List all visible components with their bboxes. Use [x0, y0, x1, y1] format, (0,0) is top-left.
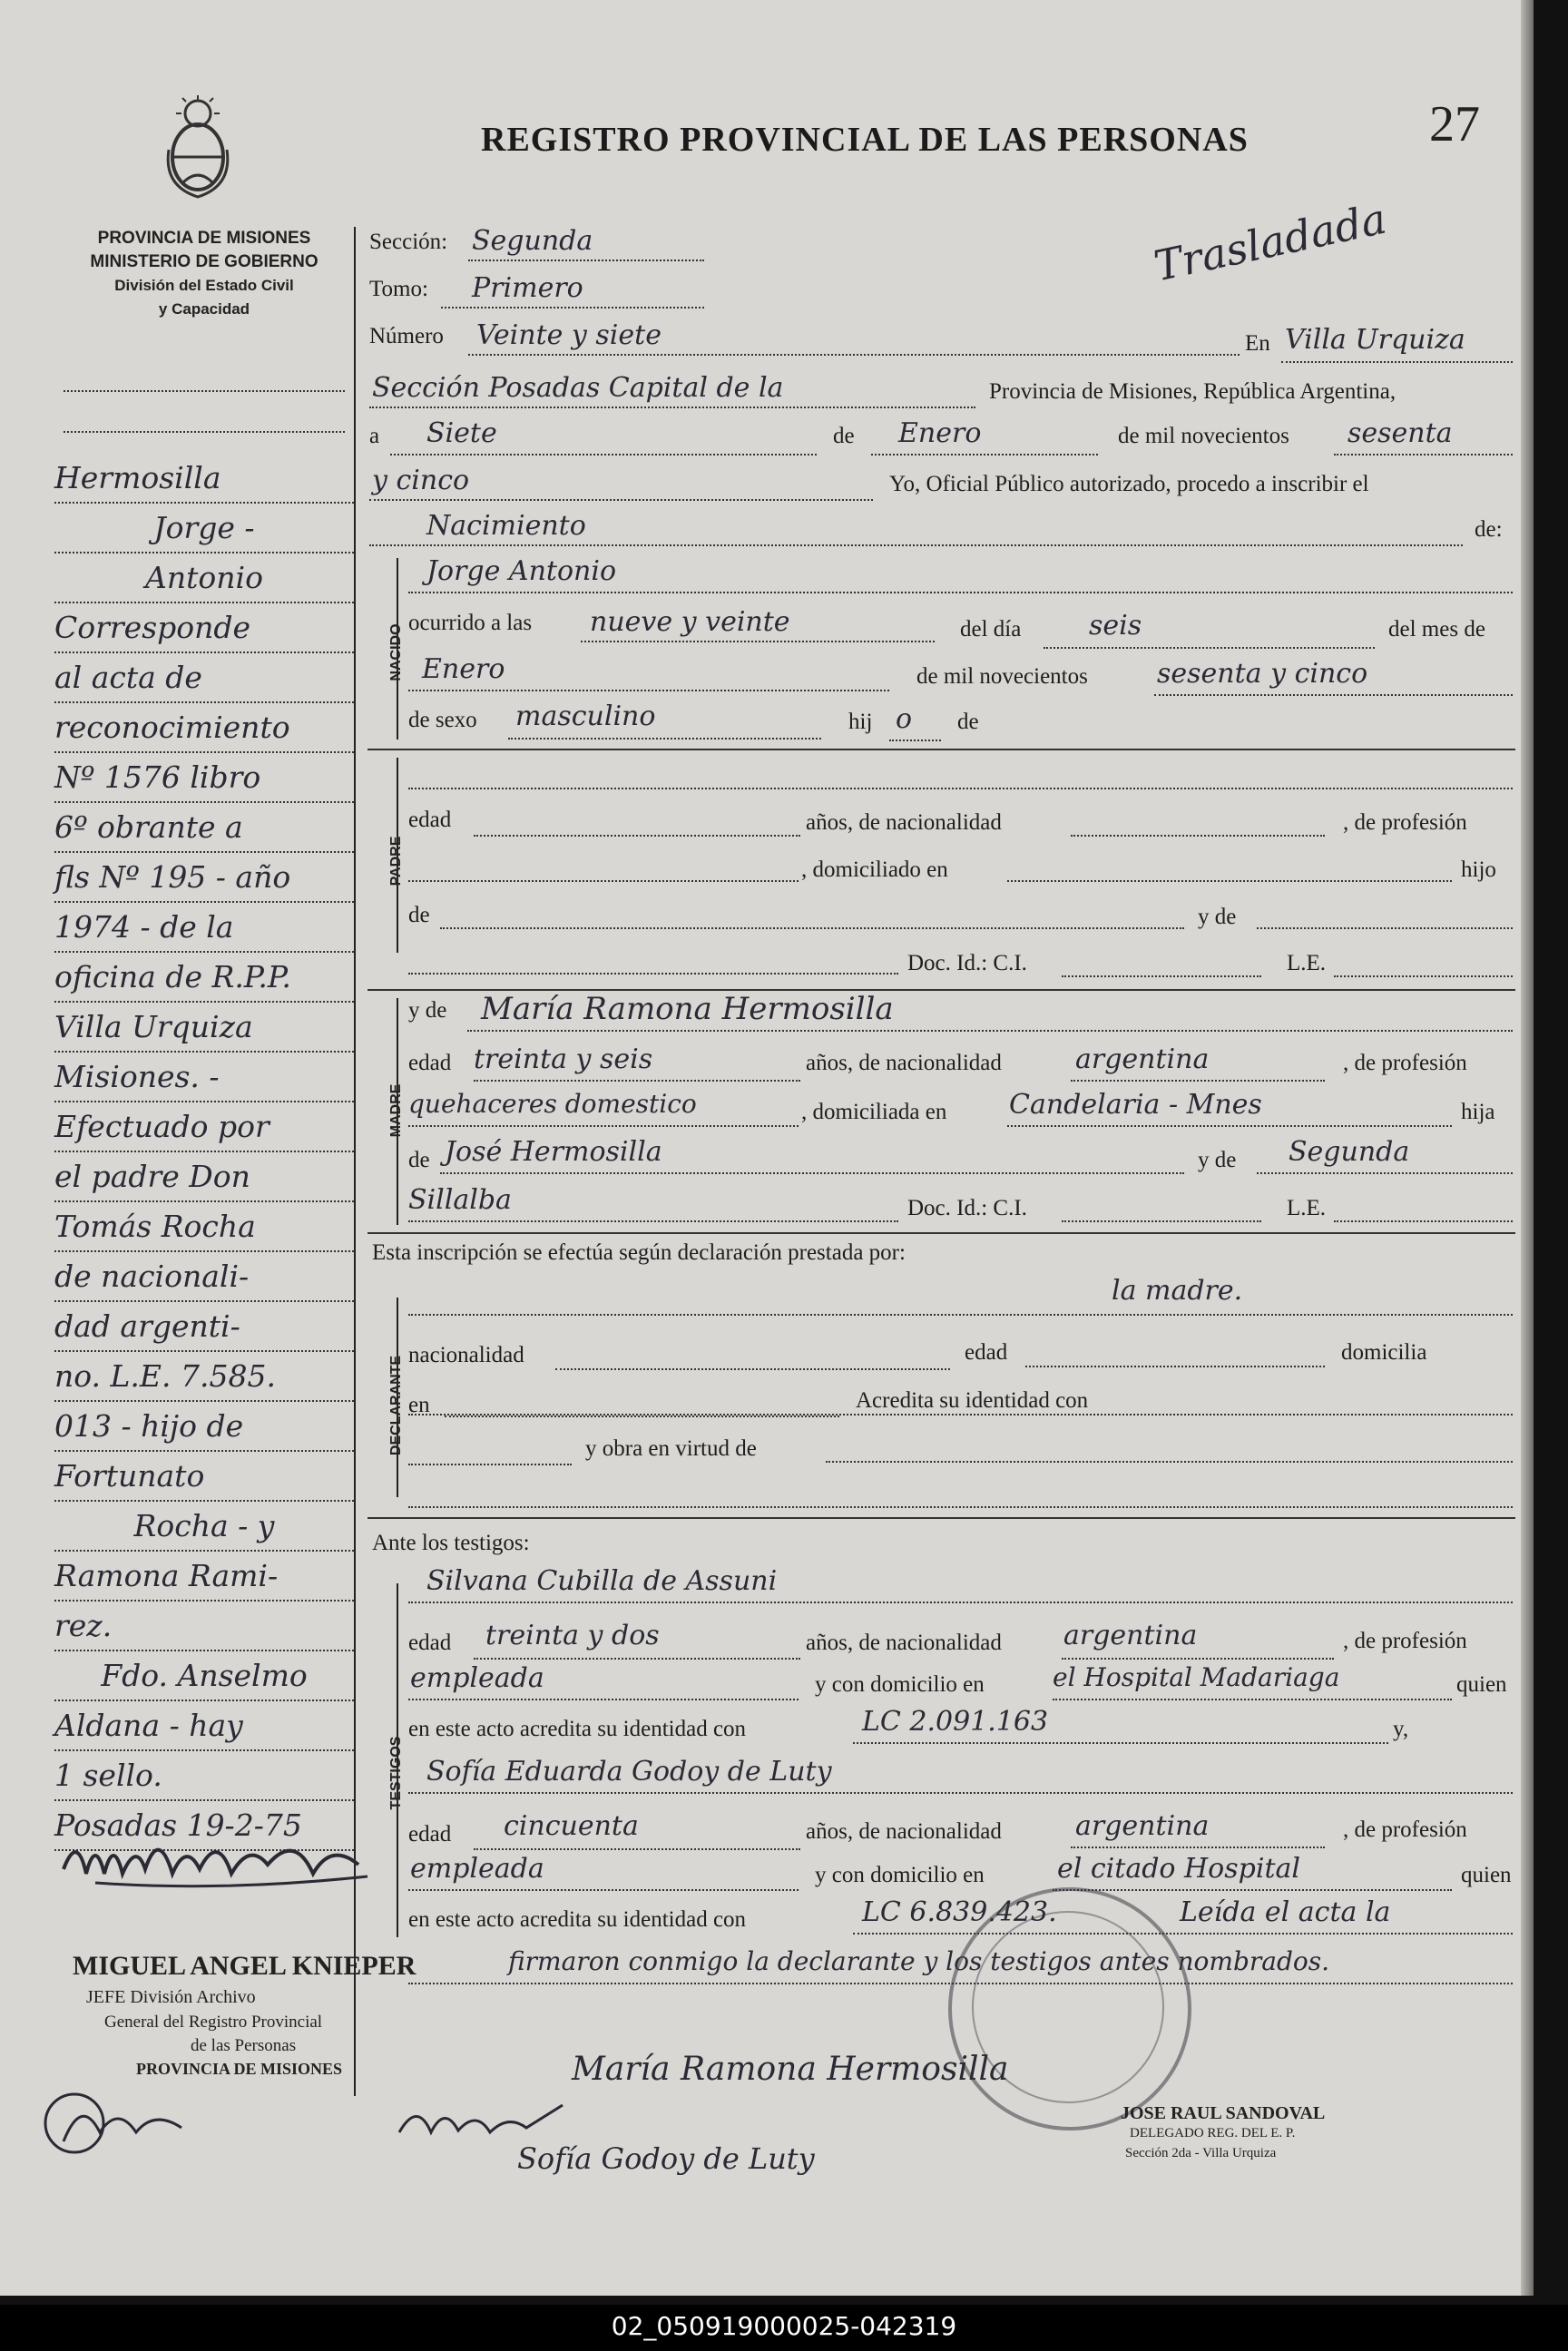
testigos-ante-label: Ante los testigos:: [372, 1531, 530, 1555]
margin-line: el padre Don: [54, 1152, 354, 1202]
t2-acredita-label: en este acto acredita su identidad con: [408, 1907, 747, 1932]
t1-dom-line: [1053, 1699, 1452, 1700]
numero-label: Número: [369, 324, 444, 348]
t1-acredita-label: en este acto acredita su identidad con: [408, 1717, 747, 1741]
madre-nac-line: [1071, 1080, 1325, 1082]
margin-line: 6º obrante a: [54, 803, 354, 853]
margin-line: Nº 1576 libro: [54, 753, 354, 803]
t2-prof-value: empleada: [410, 1853, 544, 1885]
t2-prof-line: [408, 1889, 799, 1891]
declarante-en-line: [445, 1415, 839, 1417]
sexo-label: de sexo: [408, 708, 477, 732]
mes-line: [408, 690, 889, 691]
page-number: 27: [1429, 96, 1480, 152]
t1-edad-line: [474, 1658, 800, 1660]
seccion-value: Segunda: [472, 225, 593, 257]
madre-de-label: de: [408, 1148, 430, 1172]
column-divider: [354, 227, 356, 2096]
declarante-obra-line: [826, 1461, 1513, 1463]
line5-value: Nacimiento: [426, 510, 586, 542]
madre-edad-line: [474, 1080, 800, 1082]
margin-line: Ramona Rami-: [54, 1552, 354, 1602]
t2-quien-label: quien: [1461, 1863, 1512, 1887]
a-value: Siete: [426, 417, 497, 449]
del-dia-line: [1044, 647, 1375, 649]
hij-label: hij: [848, 710, 873, 734]
t2-name: Sofía Eduarda Godoy de Luty: [426, 1756, 832, 1788]
division-line-2: y Capacidad: [158, 300, 250, 318]
madre-le-line: [1334, 1220, 1513, 1222]
margin-line: 013 - hijo de: [54, 1402, 354, 1452]
declarante-section-label: DECLARANTE: [388, 1355, 404, 1456]
margin-line: Efectuado por: [54, 1102, 354, 1152]
madre-profesion-label: , de profesión: [1343, 1051, 1467, 1075]
declarante-edad-label: edad: [965, 1340, 1008, 1365]
issuer-block: [54, 227, 354, 321]
madre-domiciliada-label: , domiciliada en: [801, 1100, 947, 1124]
line4-label: Yo, Oficial Público autorizado, procedo a inscribir el: [889, 472, 1369, 496]
del-dia-value: seis: [1089, 610, 1142, 642]
madre-doc-line: [408, 1220, 898, 1222]
madre-le-label: L.E.: [1287, 1196, 1327, 1220]
closing-line-2: firmaron conmigo la declarante y los testigos antes nombrados.: [508, 1946, 1330, 1976]
section-rule: [368, 1232, 1515, 1234]
t1-prof-value: empleada: [410, 1662, 544, 1694]
nacido-mil-value: sesenta y cinco: [1157, 658, 1368, 690]
del-mes-label: del mes de: [1388, 617, 1485, 642]
declarante-obra-pre-line: [408, 1464, 572, 1465]
seccion-label: Sección:: [369, 230, 448, 254]
madre-ci-line: [1062, 1220, 1261, 1222]
section-rule: [368, 749, 1515, 750]
official-role: JEFE División Archivo: [86, 1987, 256, 2007]
numero-value: Veinte y siete: [476, 319, 662, 351]
declarante-nac-label: nacionalidad: [408, 1343, 524, 1367]
margin-line: Rocha - y: [54, 1502, 354, 1552]
t1-profesion-label: , de profesión: [1343, 1629, 1467, 1653]
official-office-1: General del Registro Provincial: [104, 2013, 323, 2032]
line5-label: de:: [1475, 517, 1503, 542]
padre-y-de-label: y de: [1198, 905, 1237, 929]
delegate-office: Sección 2da - Villa Urquiza: [1125, 2146, 1277, 2160]
t1-prof-line: [408, 1699, 799, 1700]
margin-line: rez.: [54, 1602, 354, 1651]
t1-quien-label: quien: [1456, 1672, 1507, 1697]
padre-section-label: PADRE: [388, 836, 404, 887]
madre-hija-label: hija: [1461, 1100, 1495, 1124]
section-rule: [368, 1517, 1515, 1519]
t2-doc-value: LC 6.839.423.: [862, 1896, 1057, 1928]
t1-edad-value: treinta y dos: [485, 1620, 660, 1651]
t1-doc-line: [853, 1742, 1388, 1744]
margin-line: Villa Urquiza: [54, 1003, 354, 1053]
margin-signature: [59, 1824, 386, 1896]
declarante-obra-label: y obra en virtud de: [585, 1436, 757, 1461]
t1-dom-value: el Hospital Madariaga: [1053, 1662, 1340, 1692]
numero-line: [468, 354, 1240, 356]
nacido-de-label: de: [957, 710, 979, 734]
mil-line: [1334, 454, 1513, 456]
line2-value: Sección Posadas Capital de la: [372, 372, 784, 404]
declarante-acredita-label: Acredita su identidad con: [856, 1388, 1089, 1413]
ocurrido-value: nueve y veinte: [590, 606, 790, 638]
t1-nac-value: argentina: [1063, 1620, 1198, 1651]
line2-label: Provincia de Misiones, República Argentina,: [989, 379, 1396, 404]
padre-le-line: [1334, 975, 1513, 977]
line2-line: [369, 407, 975, 408]
a-label: a: [369, 424, 380, 448]
line4-line: [369, 499, 873, 501]
madre-edad-label: edad: [408, 1051, 452, 1075]
margin-line: 1 sello.: [54, 1751, 354, 1801]
declaracion-value: la madre.: [1112, 1275, 1243, 1307]
tomo-line: [441, 307, 704, 309]
transferred-stamp: Trasladada: [1150, 193, 1391, 291]
tomo-value: Primero: [472, 272, 583, 304]
seccion-line: [468, 260, 704, 261]
en-line: [1281, 361, 1513, 363]
padre-name-line: [408, 788, 1513, 789]
padre-profesion-label: , de profesión: [1343, 810, 1467, 835]
declaracion-label: Esta inscripción se efectúa según declaración prestada por:: [372, 1240, 906, 1265]
page-title: REGISTRO PROVINCIAL DE LAS PERSONAS: [481, 121, 1249, 159]
madre-y-de-label: y de: [408, 998, 447, 1023]
t1-nac-line: [1062, 1658, 1334, 1660]
t2-nac-line: [1071, 1847, 1325, 1848]
madre-edad-value: treinta y seis: [474, 1043, 653, 1075]
t2-edad-label: edad: [408, 1822, 452, 1847]
madre-dom-line: [1007, 1125, 1452, 1127]
padre-anos-label: años, de nacionalidad: [806, 810, 1002, 835]
t2-edad-value: cincuenta: [504, 1810, 639, 1842]
t1-doc-value: LC 2.091.163: [862, 1706, 1049, 1738]
padre-de-line: [440, 927, 1184, 929]
delegate-role: DELEGADO REG. DEL E. P.: [1130, 2126, 1296, 2140]
padre-edad-label: edad: [408, 808, 452, 832]
madre-section-label: MADRE: [388, 1083, 404, 1138]
margin-line: de nacionali-: [54, 1252, 354, 1302]
testigos-section-label: TESTIGOS: [388, 1736, 404, 1810]
t1-anos-label: años, de nacionalidad: [806, 1631, 1002, 1655]
nacido-name-line: [408, 592, 1513, 593]
coat-of-arms-icon: [163, 95, 232, 202]
declarante-domicilia-label: domicilia: [1341, 1340, 1427, 1365]
margin-line: dad argenti-: [54, 1302, 354, 1352]
official-signature: [36, 2078, 200, 2169]
margin-line: Tomás Rocha: [54, 1202, 354, 1252]
margin-line: Jorge -: [54, 504, 354, 553]
sexo-value: masculino: [515, 700, 656, 732]
t1-domicilio-label: y con domicilio en: [815, 1672, 985, 1697]
ocurrido-label: ocurrido a las: [408, 611, 533, 635]
de-label: de: [833, 424, 855, 448]
margin-line: Aldana - hay: [54, 1701, 354, 1751]
margin-line: Hermosilla: [54, 454, 354, 504]
madre-nac-value: argentina: [1075, 1043, 1210, 1075]
madre-de-line: [440, 1172, 1184, 1174]
margin-line: 1974 - de la: [54, 903, 354, 953]
padre-doc-line: [408, 973, 898, 975]
margin-line: Fdo. Anselmo: [54, 1651, 354, 1701]
sexo-line: [508, 738, 821, 740]
hij-value: o: [896, 703, 913, 735]
margin-line: oficina de R.P.P.: [54, 953, 354, 1003]
en-value: Villa Urquiza: [1285, 324, 1465, 356]
nacido-mil-line: [1154, 694, 1513, 696]
padre-nac-line: [1071, 835, 1325, 837]
nacido-name: Jorge Antonio: [426, 555, 617, 587]
padre-prof-line: [408, 880, 799, 882]
madre-y-de2-line: [1257, 1172, 1513, 1174]
madre-name-line: [467, 1030, 1513, 1032]
padre-edad-line: [474, 835, 800, 837]
t2-anos-label: años, de nacionalidad: [806, 1819, 1002, 1844]
de-line: [871, 454, 1098, 456]
madre-name: María Ramona Hermosilla: [481, 991, 894, 1027]
document-id-footer: 02_050919000025-042319: [0, 2305, 1568, 2351]
padre-ci-line: [1062, 975, 1261, 977]
padre-y-de-line: [1257, 927, 1513, 929]
witness-signature-2: Sofía Godoy de Luty: [517, 2141, 815, 2176]
margin-line: Corresponde: [54, 603, 354, 653]
declaracion-line: [408, 1314, 1513, 1316]
mil-label: de mil novecientos: [1118, 424, 1289, 448]
padre-doc-label: Doc. Id.: C.I.: [907, 951, 1027, 975]
margin-line: no. L.E. 7.585.: [54, 1352, 354, 1402]
official-province: PROVINCIA DE MISIONES: [136, 2060, 343, 2078]
margin-line: Fortunato: [54, 1452, 354, 1502]
declarante-en-label: en: [408, 1393, 430, 1417]
madre-madre-value: Segunda: [1289, 1136, 1410, 1168]
en-label: En: [1245, 331, 1270, 356]
padre-domiciliado-label: , domiciliado en: [801, 857, 948, 882]
delegate-name: JOSE RAUL SANDOVAL: [1121, 2103, 1326, 2123]
t2-nac-value: argentina: [1075, 1810, 1210, 1842]
t2-name-line: [408, 1792, 1513, 1794]
blank-line: [64, 390, 345, 392]
line4-value: y cinco: [372, 465, 470, 496]
closing-line-1: Leída el acta la: [1180, 1896, 1391, 1928]
t1-name-line: [408, 1602, 1513, 1603]
del-dia-label: del día: [960, 617, 1022, 642]
nacido-section-label: NACIDO: [388, 623, 404, 681]
margin-line: Posadas 19-2-75: [54, 1801, 354, 1851]
line5-line: [369, 544, 1463, 546]
margin-line: Antonio: [54, 553, 354, 603]
padre-hijo-label: hijo: [1461, 857, 1496, 882]
a-line: [390, 454, 817, 456]
padre-le-label: L.E.: [1287, 951, 1327, 975]
padre-dom-line: [1007, 880, 1452, 882]
registry-seal-stamp: [948, 1887, 1191, 2131]
t2-dom-line: [1053, 1889, 1452, 1891]
ocurrido-line: [581, 641, 935, 642]
signature-declarante: María Ramona Hermosilla: [572, 2051, 1009, 2088]
t2-profesion-label: , de profesión: [1343, 1817, 1467, 1842]
t2-dom-value: el citado Hospital: [1057, 1853, 1300, 1885]
hij-line: [889, 740, 941, 741]
nacido-mil-label: de mil novecientos: [916, 664, 1088, 689]
madre-y-de2-label: y de: [1198, 1148, 1237, 1172]
declarante-edad-line: [1025, 1366, 1325, 1367]
t2-edad-line: [474, 1848, 800, 1850]
madre-anos-label: años, de nacionalidad: [806, 1051, 1002, 1075]
t1-y-label: y,: [1393, 1717, 1409, 1741]
madre-dom-value: Candelaria - Mnes: [1009, 1089, 1262, 1121]
division-line-1: División del Estado Civil: [114, 277, 294, 294]
t2-domicilio-label: y con domicilio en: [815, 1863, 985, 1887]
mil-value: sesenta: [1348, 417, 1453, 449]
t1-edad-label: edad: [408, 1631, 452, 1655]
t2-doc-line: [853, 1933, 1513, 1935]
madre-prof-line: [408, 1125, 799, 1127]
declarante-line4: [408, 1506, 1513, 1508]
official-name: MIGUEL ANGEL KNIEPER: [73, 1951, 416, 1981]
official-office-2: de las Personas: [191, 2036, 297, 2055]
padre-de-label: de: [408, 903, 430, 927]
madre-prof-value: quehaceres domestico: [408, 1089, 697, 1119]
province-name: PROVINCIA DE MISIONES: [97, 229, 311, 248]
declarante-nac-line: [555, 1368, 950, 1370]
margin-line: fls Nº 195 - año: [54, 853, 354, 903]
declarante-acredita-line: [1184, 1414, 1513, 1415]
margin-annotation: [54, 454, 354, 1851]
margin-line: al acta de: [54, 653, 354, 703]
ministry-name: MINISTERIO DE GOBIERNO: [90, 252, 318, 271]
margin-line: reconocimiento: [54, 703, 354, 753]
margin-line: Misiones. -: [54, 1053, 354, 1102]
mes-value: Enero: [422, 653, 505, 685]
madre-padre-value: José Hermosilla: [445, 1136, 662, 1168]
madre-doc-label: Doc. Id.: C.I.: [907, 1196, 1027, 1220]
de-value: Enero: [898, 417, 982, 449]
madre-madre-value2: Sillalba: [408, 1184, 512, 1216]
t1-name: Silvana Cubilla de Assuni: [426, 1565, 778, 1597]
blank-line: [64, 431, 345, 433]
tomo-label: Tomo:: [369, 277, 428, 301]
